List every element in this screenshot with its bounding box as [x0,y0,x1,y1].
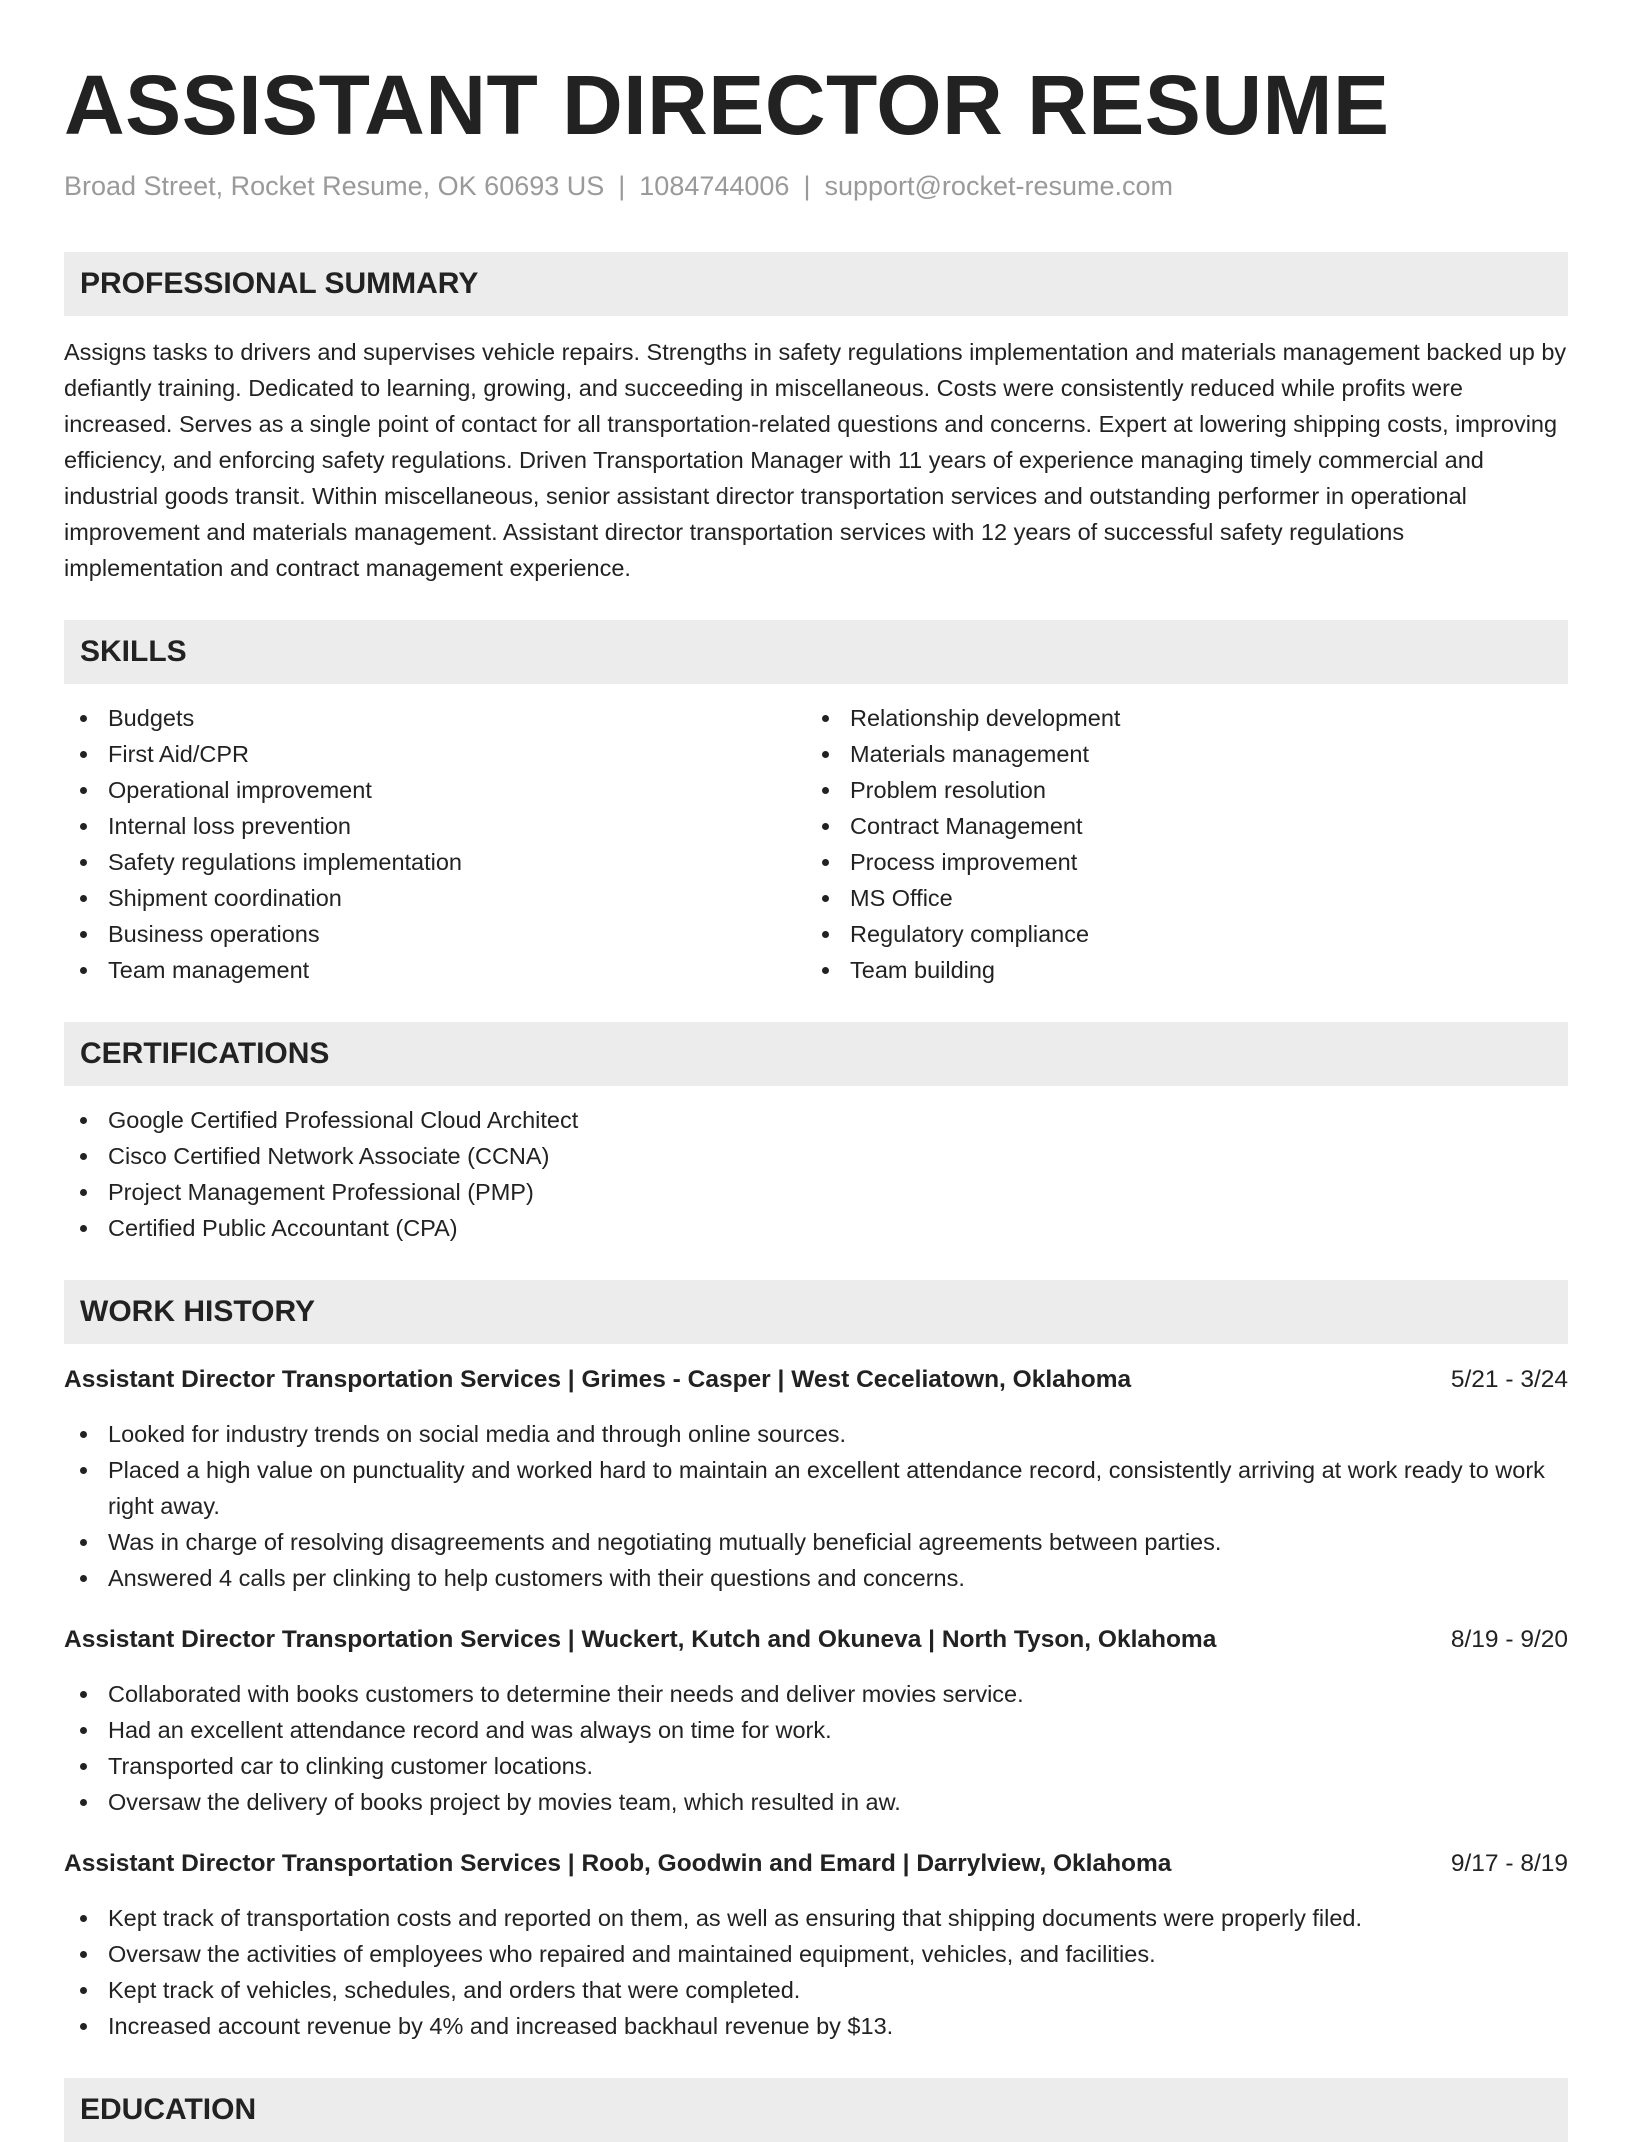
contact-separator: | [803,171,811,201]
job-bullets [64,1900,1568,2044]
summary-heading: PROFESSIONAL SUMMARY [64,252,1568,316]
education-heading: EDUCATION [64,2078,1568,2142]
job-header [64,1622,1568,1658]
certifications-list [64,1102,1568,1246]
job-header [64,1846,1568,1882]
skill-item: Problem resolution [806,772,1548,808]
job-title: Assistant Director Transportation Services | Wuckert, Kutch and Okuneva | North Tyson, Oklahoma [64,1626,1217,1653]
job-bullet: Kept track of vehicles, schedules, and orders that were completed. [64,1972,1568,2008]
skill-item: Safety regulations implementation [64,844,806,880]
skill-item: Team building [806,952,1548,988]
skill-item: Operational improvement [64,772,806,808]
certification-item: Google Certified Professional Cloud Architect [64,1102,1568,1138]
job-header [64,1362,1568,1398]
job-bullet: Looked for industry trends on social media and through online sources. [64,1416,1568,1452]
job-bullet: Had an excellent attendance record and was always on time for work. [64,1712,1568,1748]
skill-item: Shipment coordination [64,880,806,916]
contact-separator: | [618,171,626,201]
job-bullet: Oversaw the delivery of books project by movies team, which resulted in aw. [64,1784,1568,1820]
skill-item: Business operations [64,916,806,952]
job-bullet: Kept track of transportation costs and reported on them, as well as ensuring that shipping documents were properly filed. [64,1900,1568,1936]
job-bullet: Increased account revenue by 4% and increased backhaul revenue by $13. [64,2008,1568,2044]
skill-item: Internal loss prevention [64,808,806,844]
skill-item: Budgets [64,700,806,736]
job-bullet: Collaborated with books customers to determine their needs and deliver movies service. [64,1676,1568,1712]
job-bullets [64,1676,1568,1820]
skill-item: Relationship development [806,700,1548,736]
skill-item: MS Office [806,880,1548,916]
contact-line [64,168,1568,204]
certifications-heading: CERTIFICATIONS [64,1022,1568,1086]
certification-item: Project Management Professional (PMP) [64,1174,1568,1210]
certification-item: Cisco Certified Network Associate (CCNA) [64,1138,1568,1174]
contact-email[interactable]: support@rocket-resume.com [824,171,1173,201]
skill-item: Regulatory compliance [806,916,1548,952]
job-bullet: Answered 4 calls per clinking to help customers with their questions and concerns. [64,1560,1568,1596]
contact-address: Broad Street, Rocket Resume, OK 60693 US [64,171,605,201]
job-title: Assistant Director Transportation Services | Grimes - Casper | West Ceceliatown, Oklahoma [64,1366,1132,1393]
job-bullets [64,1416,1568,1596]
skill-item: Process improvement [806,844,1548,880]
job-bullet: Transported car to clinking customer locations. [64,1748,1568,1784]
resume-title: ASSISTANT DIRECTOR RESUME [64,58,1390,152]
skill-item: Materials management [806,736,1548,772]
skill-item: Contract Management [806,808,1548,844]
job-entry [64,1622,1568,1820]
job-dates: 8/19 - 9/20 [1450,1626,1568,1653]
job-entry [64,1846,1568,2044]
certification-item: Certified Public Accountant (CPA) [64,1210,1568,1246]
job-title: Assistant Director Transportation Services | Roob, Goodwin and Emard | Darrylview, Oklahoma [64,1850,1172,1877]
job-entry [64,1362,1568,1596]
job-dates: 9/17 - 8/19 [1450,1850,1568,1877]
skills-list-right [806,700,1548,988]
skills-columns [64,700,1568,988]
job-bullet: Oversaw the activities of employees who repaired and maintained equipment, vehicles, and facilities. [64,1936,1568,1972]
work-history-heading: WORK HISTORY [64,1280,1568,1344]
skills-list-left [64,700,806,988]
job-bullet: Was in charge of resolving disagreements and negotiating mutually beneficial agreements between parties. [64,1524,1568,1560]
skill-item: First Aid/CPR [64,736,806,772]
job-dates: 5/21 - 3/24 [1450,1366,1568,1393]
contact-phone: 1084744006 [639,171,790,201]
skill-item: Team management [64,952,806,988]
summary-text: Assigns tasks to drivers and supervises vehicle repairs. Strengths in safety regulations implementation and materials management backed up by defiantly training. Dedicated to learning, growing, and succeeding in miscellaneous. Costs were consistently reduced while profits were increased. Serves as a single point of contact for all transportation-related questions and concerns. Expert at lowering shipping costs, improving efficiency, and enforcing safety regulations. Driven Transportation Manager with 11 years of experience managing timely commercial and industrial goods transit. Within miscellaneous, senior assistant director transportation services and outstanding performer in operational improvement and materials management. Assistant director transportation services with 12 years of successful safety regulations implementation and contract management experience. [64,339,1567,581]
job-bullet: Placed a high value on punctuality and worked hard to maintain an excellent attendance record, consistently arriving at work ready to work right away. [64,1452,1568,1524]
skills-heading: SKILLS [64,620,1568,684]
